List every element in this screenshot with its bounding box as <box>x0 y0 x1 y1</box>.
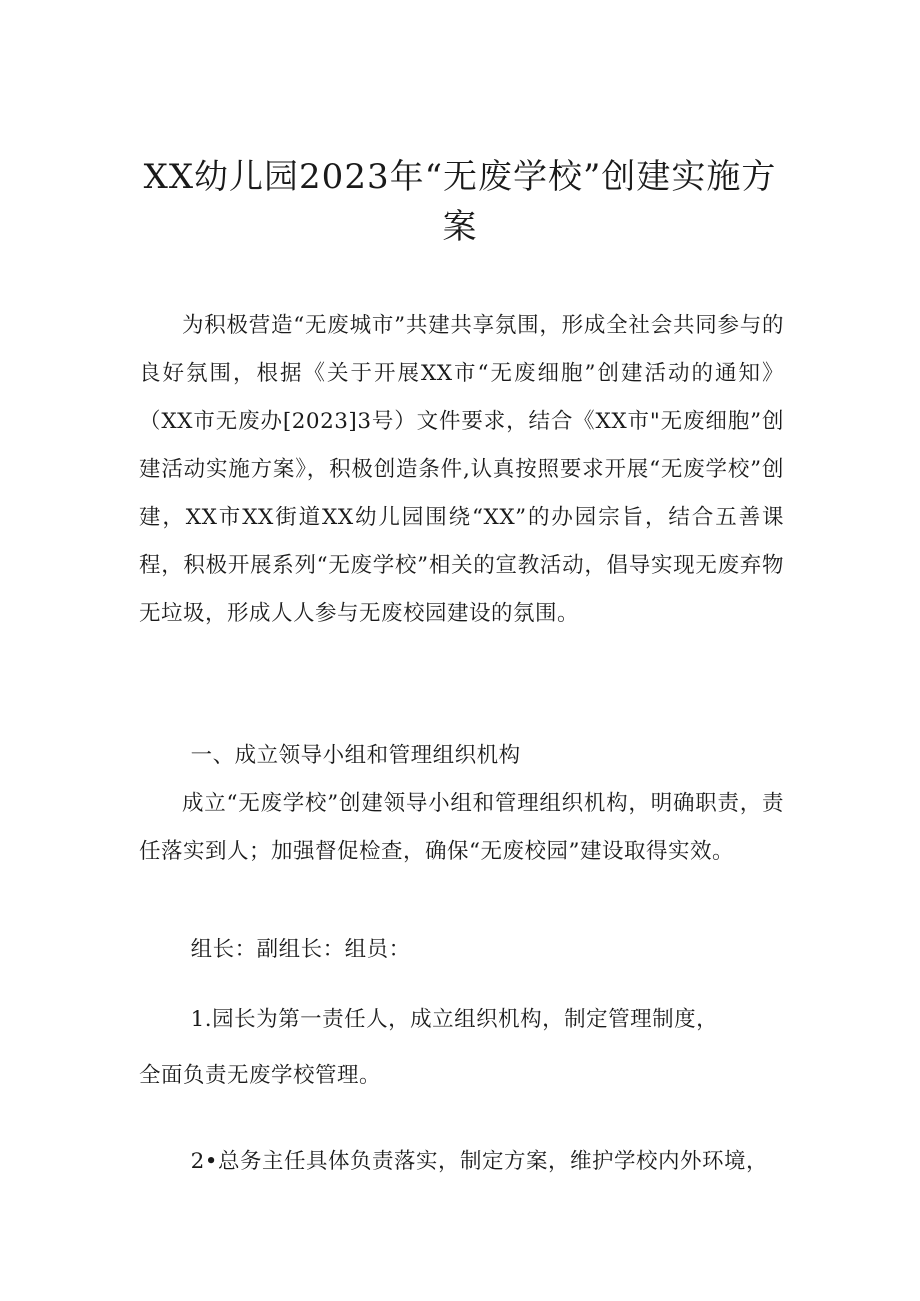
list-item-1-line-1: 1.园长为第一责任人，成立组织机构，制定管理制度， <box>190 1007 719 1032</box>
section-body-paragraph: 成立“无废学校”创建领导小组和管理组织机构，明确职责，责任落实到人；加强督促检查，确保“无废校园”建设取得实效。 <box>139 791 784 864</box>
intro-paragraph: 为积极营造“无废城市”共建共享氛围，形成全社会共同参与的良好氛围，根据《关于开展XX市“无废细胞”创建活动的通知》（XX市无废办[2023]3号）文件要求，结合《XX市"无废细胞”创建活动实施方案》，积极创造条件,认真按照要求开展“无废学校”创建，XX市XX街道XX幼儿园围绕“XX”的办园宗旨，结合五善课程，积极开展系列“无废学校”相关的宣教活动，倡导实现无废弃物无垃圾，形成人人参与无废校园建设的氛围。 <box>139 313 784 626</box>
list-item-1-line-2: 全面负责无废学校管理。 <box>139 1063 382 1088</box>
section-heading: 一、成立领导小组和管理组织机构 <box>190 743 521 768</box>
list-item-2-line-1: 2•总务主任具体负责落实，制定方案，维护学校内外环境， <box>190 1149 768 1174</box>
document-title: XX幼儿园2023年“无废学校”创建实施方案 <box>143 157 777 247</box>
roles-line: 组长：副组长：组员： <box>190 937 411 962</box>
